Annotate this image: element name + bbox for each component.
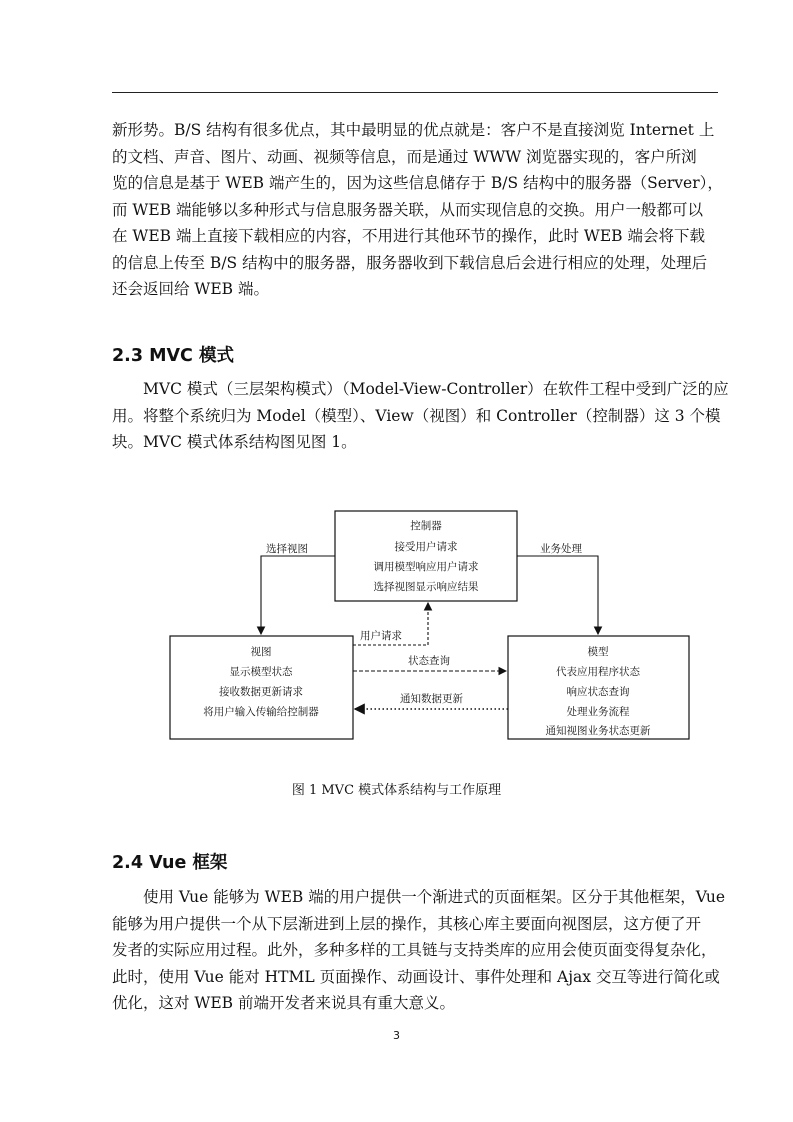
- business-arrow: [517, 556, 598, 634]
- text-line: 优化，这对 WEB 前端开发者来说具有重大意义。: [112, 994, 455, 1012]
- select-view-arrow: [261, 556, 335, 634]
- text-line: 览的信息是基于 WEB 端产生的，因为这些信息储存于 B/S 结构中的服务器（Server），: [112, 174, 723, 192]
- view-line: 将用户输入传输给控制器: [203, 706, 319, 718]
- vue-paragraph: [112, 884, 726, 1017]
- text-line: 还会返回给 WEB 端。: [112, 280, 269, 298]
- section-heading-mvc: 2.3 MVC 模式: [112, 346, 234, 366]
- controller-line: 接受用户请求: [394, 541, 458, 553]
- controller-line: 选择视图显示响应结果: [373, 581, 479, 593]
- model-line: 处理业务流程: [566, 706, 630, 718]
- model-title: 模型: [587, 646, 609, 658]
- text-line: 在 WEB 端上直接下载相应的内容，不用进行其他环节的操作，此时 WEB 端会将下载: [112, 227, 705, 245]
- mvc-paragraph: [112, 376, 729, 456]
- text-line: 使用 Vue 能够为 WEB 端的用户提供一个渐进式的页面框架。区分于其他框架，Vue: [143, 888, 726, 906]
- text-line: 而 WEB 端能够以多种形式与信息服务器关联，从而实现信息的交换。用户一般都可以: [112, 200, 703, 219]
- text-line: 的文档、声音、图片、动画、视频等信息，而是通过 WWW 浏览器实现的，客户所浏: [112, 147, 697, 166]
- header-rule: [112, 92, 718, 93]
- text-line: 块。MVC 模式体系结构图见图 1。: [112, 433, 357, 451]
- view-line: 接收数据更新请求: [219, 686, 303, 698]
- select-view-label: 选择视图: [266, 543, 308, 555]
- view-line: 显示模型状态: [229, 666, 293, 678]
- controller-title: 控制器: [410, 520, 442, 532]
- page-number: 3: [393, 1029, 400, 1042]
- model-line: 通知视图业务状态更新: [545, 725, 651, 737]
- section-heading-vue: 2.4 Vue 框架: [112, 853, 228, 873]
- text-line: 用。将整个系统归为 Model（模型）、View（视图）和 Controller（控制器）这 3 个模: [112, 406, 721, 425]
- text-line: 的信息上传至 B/S 结构中的服务器，服务器收到下载信息后会进行相应的处理，处理后: [112, 253, 708, 272]
- mvc-diagram: [160, 505, 700, 750]
- model-line: 响应状态查询: [566, 686, 630, 698]
- text-line: 新形势。B/S 结构有很多优点，其中最明显的优点就是：客户不是直接浏览 Internet 上: [112, 121, 715, 139]
- intro-paragraph: [112, 117, 723, 303]
- state-query-label: 状态查询: [408, 655, 450, 667]
- view-title: 视图: [250, 646, 272, 658]
- text-line: 发者的实际应用过程。此外，多种多样的工具链与支持类库的应用会使页面变得复杂化，: [112, 941, 717, 959]
- user-request-label: 用户请求: [360, 630, 402, 642]
- text-line: 此时，使用 Vue 能对 HTML 页面操作、动画设计、事件处理和 Ajax 交互等进行简化或: [112, 967, 720, 986]
- text-line: 能够为用户提供一个从下层渐进到上层的操作，其核心库主要面向视图层，这方便了开: [112, 914, 702, 933]
- business-label: 业务处理: [540, 543, 582, 555]
- text-line: MVC 模式（三层架构模式）（Model-View-Controller）在软件工程中受到广泛的应: [143, 380, 729, 398]
- figure-caption: 图 1 MVC 模式体系结构与工作原理: [291, 783, 502, 798]
- model-line: 代表应用程序状态: [556, 666, 640, 678]
- notify-update-label: 通知数据更新: [400, 693, 463, 705]
- controller-line: 调用模型响应用户请求: [373, 561, 479, 573]
